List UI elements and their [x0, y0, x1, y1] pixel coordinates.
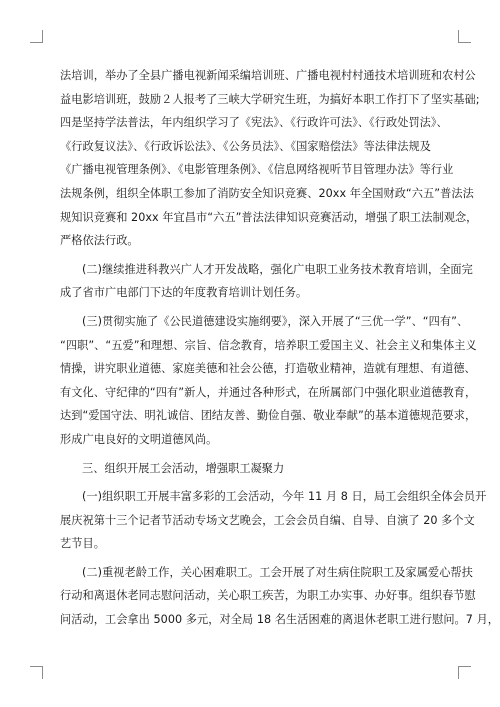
paragraph-p4	[60, 457, 448, 481]
text-line: 法培训，举办了全县广播电视新闻采编培训班、广播电视村村通技术培训班和农村公	[60, 69, 476, 82]
paragraph-p6	[60, 561, 500, 632]
text-line: (二)继续推进科教兴广人才开发战略，强化广电职工业务技术教育培训，全面完	[82, 262, 473, 276]
text-line: 规知识竞赛和 20xx 年宜昌市“六五”普法法律知识竞赛活动，增强了职工法制观念，	[60, 210, 478, 224]
text-line: 成了省市广电部门下达的年度教育培训计划任务。	[60, 286, 308, 300]
text-line: 达到“爱国守法、明礼诚信、团结友善、勤俭自强、敬业奉献”的基本道德规范要求，	[60, 409, 477, 423]
text-line: 问活动，工会拿出 5000 多元，对全局 18 名生活困难的离退休老职工进行慰问。7 月，	[60, 613, 500, 627]
text-line: 行动和离退休老同志慰问活动，关心职工疾苦，为职工办实事、办好事。组织春节慰	[60, 589, 476, 603]
text-line: 四是坚持学法普法，年内组织学习了《宪法》、《行政许可法》、《行政处罚法》、	[60, 116, 448, 130]
text-line: (一)组织职工开展丰富多彩的工会活动，今年 11 月 8 日，局工会组织全体会员开	[82, 490, 487, 504]
paragraph-p1	[60, 64, 480, 253]
crop-mark-top-right	[458, 30, 471, 43]
text-line: 形成广电良好的文明道德风尚。	[60, 432, 218, 446]
text-line: 《行政复议法》、《行政诉讼法》、《公务员法》、《国家赔偿法》等法律法规及	[60, 139, 431, 153]
text-line: 艺节目。	[60, 537, 105, 551]
paragraph-p3	[60, 310, 477, 452]
paragraph-p5	[60, 485, 487, 556]
paragraph-p2	[60, 258, 473, 305]
text-line: 有文化、守纪律的“四有”新人，并通过各种形式，在所属部门中强化职业道德教育，	[60, 385, 477, 399]
text-line: “四职”、“五爱”和理想、宗旨、信念教育，培养职工爱国主义、社会主义和集体主义	[60, 338, 477, 352]
crop-mark-bottom-left	[30, 666, 43, 679]
crop-mark-bottom-right	[458, 666, 471, 679]
text-line: 益电影培训班，鼓励２人报考了三峡大学研究生班，为搞好本职工作打下了坚实基础;	[60, 92, 480, 106]
text-line: 《广播电视管理条例》、《电影管理条例》、《信息网络视听节目管理办法》等行业	[60, 163, 454, 177]
text-line: 法规条例，组织全体职工参加了消防安全知识竞赛、20xx 年全国财政“六五”普法法	[60, 186, 474, 200]
text-line: (二)重视老龄工作，关心困难职工。工会开展了对生病住院职工及家属爱心帮扶	[82, 565, 473, 579]
text-line: 情操，讲究职业道德、家庭美德和社会公德，打造敬业精神，造就有理想、有道德、	[60, 362, 476, 376]
text-line: 三、组织开展工会活动，增强职工凝聚力	[82, 461, 285, 475]
crop-mark-top-left	[30, 30, 43, 43]
document-body	[60, 64, 500, 632]
text-line: (三)贯彻实施了《公民道德建设实施纲要》，深入开展了“三优一学”、“四有”、	[82, 314, 469, 328]
text-line: 展庆祝第十三个记者节活动专场文艺晚会，工会会员自编、自导、自演了 20 多个文	[60, 513, 475, 527]
text-line: 严格依法行政。	[60, 234, 139, 248]
